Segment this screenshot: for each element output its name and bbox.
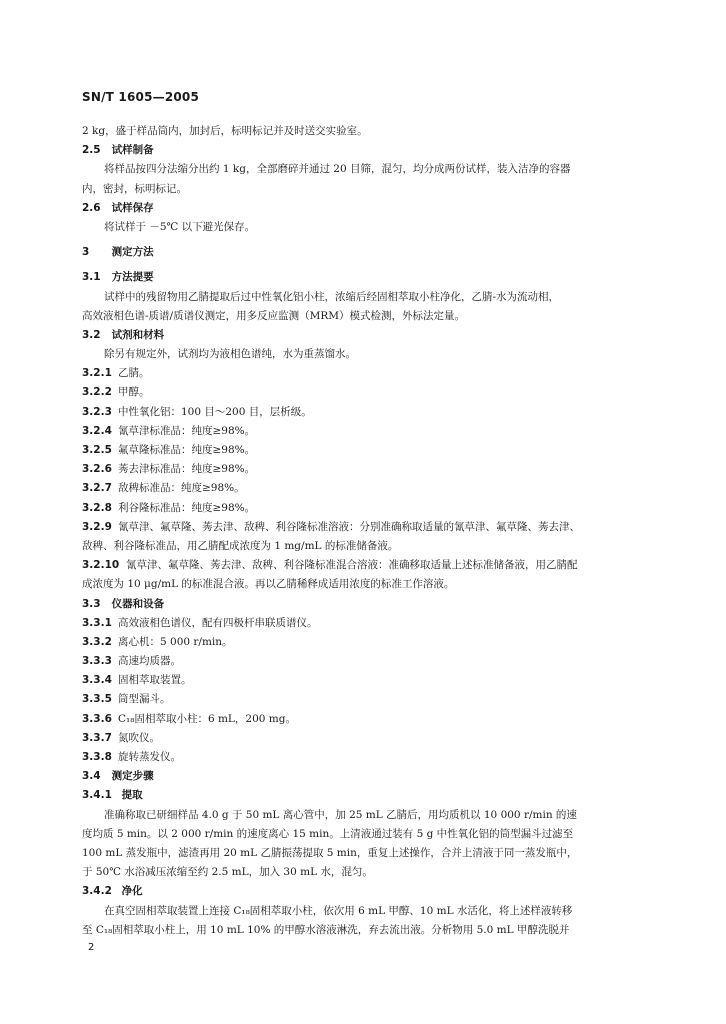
item-text: 高速均质器。 [118,655,181,668]
item-text: 离心机：5 000 r/min。 [118,635,233,648]
text-line: 在真空固相萃取装置上连接 C₁₈固相萃取小柱，依次用 6 mL 甲醇、10 mL 水活化，将上述样液转移 [104,904,573,917]
item-text: 敌稗标准品：纯度≥98%。 [118,482,245,495]
list-item [82,422,650,441]
section-number: 3 [82,246,90,259]
list-item [82,671,650,690]
list-item [82,403,650,422]
section-heading-2-6 [82,199,650,218]
list-item [82,479,650,498]
item-text: 氰草津、氟草隆、莠去津、敌稗、利谷隆标准溶液：分别准确称取适量的氰草津、氟草隆、莠去津、 [118,520,580,533]
item-number: 3.2.5 [82,444,112,456]
section-heading-3-2 [82,326,650,345]
item-number: 3.3.7 [82,731,112,744]
item-number: 3.3.3 [82,655,112,668]
section-number: 2.5 [82,144,101,157]
item-number: 3.2.4 [82,424,112,437]
text-line: 至 C₁₈固相萃取小柱上，用 10 mL 10% 的甲醇水溶液淋洗，弃去流出液。分析物用 5.0 mL 甲醇洗脱并 [82,923,570,936]
item-text: 氰草津标准品：纯度≥98%。 [118,424,256,437]
text-line: 2 kg，盛于样品筒内，加封后，标明标记并及时送交实验室。 [82,125,368,137]
section-heading-3-4-1 [82,786,650,805]
list-item [82,518,650,537]
item-text: 高效液相色谱仪，配有四极杆串联质谱仪。 [118,616,318,629]
section-heading-3-4-2 [82,882,650,901]
item-number: 3.2.9 [82,520,112,533]
text-line: 准确称取已研细样品 4.0 g 于 50 mL 离心管中，加 25 mL 乙腈后，用均质机以 10 000 r/min 的速 [104,808,577,821]
item-text: C₁₈固相萃取小柱：6 mL，200 mg。 [118,712,296,725]
section-title: 测定方法 [111,246,154,259]
section-number: 3.4.2 [82,885,112,898]
section-title: 测定步骤 [111,770,154,783]
text-line: 100 mL 蒸发瓶中，滤渣再用 20 mL 乙腈振荡提取 5 min，重复上述操作，合并上清液于同一蒸发瓶中， [82,846,578,859]
text-line: 除另有规定外，试剂均为液相色谱纯，水为重蒸馏水。 [104,348,356,361]
list-item [82,441,650,460]
list-item [82,729,650,748]
item-text: 甲醇。 [118,386,150,399]
item-number: 3.3.5 [82,693,112,706]
item-text: 固相萃取装置。 [118,674,192,687]
item-number: 3.3.4 [82,674,112,687]
list-item [82,364,650,383]
item-number: 3.2.10 [82,559,120,572]
item-text: 旋转蒸发仪。 [118,751,181,763]
document-body [82,122,650,940]
item-number: 3.2.6 [82,463,112,476]
item-number: 3.2.3 [82,405,112,418]
item-text: 利谷隆标准品：纯度≥98%。 [118,501,256,514]
section-number: 3.4 [82,770,101,783]
section-number: 3.1 [82,271,101,284]
text-line: 成浓度为 10 μg/mL 的标准混合液。再以乙腈稀释成适用浓度的标准工作溶液。 [82,578,455,591]
section-title: 仪器和设备 [111,597,165,610]
item-text: 中性氧化铝：100 目～200 目，层析级。 [118,405,312,418]
text-line: 度均质 5 min。以 2 000 r/min 的速度离心 15 min。上清液通过装有 5 g 中性氧化铝的筒型漏斗过滤至 [82,827,574,840]
section-heading-3-1 [82,268,650,287]
list-item [82,710,650,729]
item-text: 氰草津、氟草隆、莠去津、敌稗、利谷隆标准混合溶液：准确移取适量上述标准储备液，用乙腈配 [126,559,578,572]
list-item [82,748,650,767]
section-heading-3-3 [82,595,650,614]
item-number: 3.2.2 [82,386,112,399]
item-number: 3.3.6 [82,712,112,725]
item-number: 3.3.1 [82,616,112,629]
list-item [82,652,650,671]
item-text: 氟草隆标准品：纯度≥98%。 [118,444,256,456]
section-heading-3-4 [82,767,650,786]
section-title: 试样保存 [111,201,154,214]
text-line: 高效液相色谱-质谱/质谱仪测定，用多反应监测（MRM）模式检测，外标法定量。 [82,309,465,322]
text-line: 将样品按四分法缩分出约 1 kg，全部磨碎并通过 20 目筛，混匀，均分成两份试样，装入洁净的容器 [104,163,571,176]
item-number: 3.2.1 [82,367,112,380]
standard-code-header: SN/T 1605—2005 [82,90,200,104]
item-number: 3.3.8 [82,751,112,763]
section-title: 方法提要 [111,271,154,284]
section-title: 试样制备 [111,144,154,157]
section-title: 净化 [121,885,143,898]
item-text: 乙腈。 [118,367,150,380]
item-number: 3.2.8 [82,501,112,514]
section-title: 试剂和材料 [111,328,165,341]
list-item [82,460,650,479]
list-item [82,499,650,518]
section-number: 3.4.1 [82,789,112,802]
section-number: 3.3 [82,597,101,610]
text-line: 将试样于 －5℃ 以下避光保存。 [104,220,256,233]
list-item [82,633,650,652]
text-line: 内，密封，标明标记。 [82,182,187,195]
item-text: 莠去津标准品：纯度≥98%。 [118,463,256,476]
text-line: 试样中的残留物用乙腈提取后过中性氧化铝小柱，浓缩后经固相萃取小柱净化，乙腈-水为流动相， [104,290,560,303]
list-item [82,690,650,709]
text-line: 于 50℃ 水浴减压浓缩至约 2.5 mL，加入 30 mL 水，混匀。 [82,866,373,879]
list-item [82,556,650,575]
section-number: 2.6 [82,201,101,214]
item-number: 3.2.7 [82,482,112,495]
item-number: 3.3.2 [82,635,112,648]
section-heading-3 [82,243,650,262]
list-item [82,614,650,633]
item-text: 氮吹仪。 [118,731,160,744]
section-title: 提取 [121,789,143,802]
page-number: 2 [88,942,95,953]
section-heading-2-5 [82,141,650,160]
list-item [82,383,650,402]
item-text: 筒型漏斗。 [118,693,171,706]
section-number: 3.2 [82,328,101,341]
text-line: 敌稗、利谷隆标准品，用乙腈配成浓度为 1 mg/mL 的标准储备液。 [82,539,399,552]
